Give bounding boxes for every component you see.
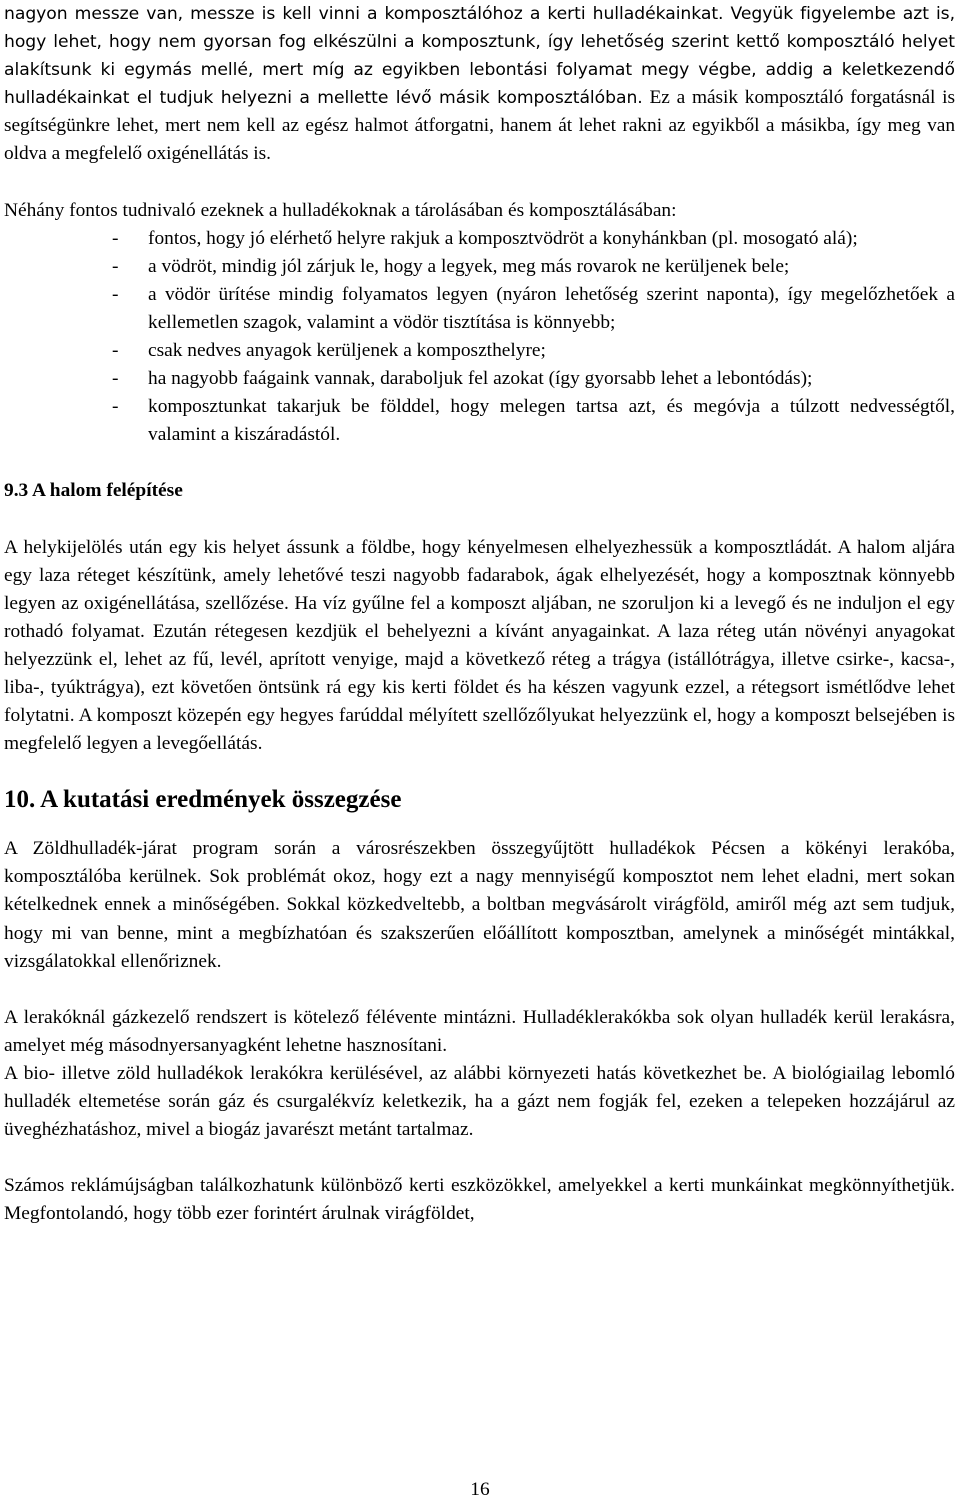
paragraph-environmental-impact: A bio- illetve zöld hulladékok lerakókra kerülésével, az alábbi környezeti hatás következhet be. A biológiailag lebomló hulladék eltemetése során gáz és csurgalékvíz keletkezik, ha a gázt nem fogják fel, ezeken a telepeken hozzájárul az üveghézhatáshoz, mivel a biogáz javarészt metánt tartalmaz.	[4, 1062, 955, 1141]
list-dash: -	[112, 368, 119, 390]
paragraph-garden-tools: Számos reklámújságban találkozhatunk különböző kerti eszközökkel, amelyekkel a kerti munkáinkat megkönnyíthetjük. Megfontolandó, hogy több ezer forintért árulnak virágföldet,	[4, 1175, 955, 1225]
paragraph-composter-placement-text: nagyon messze van, messze is kell vinni a komposztálóhoz a kerti hulladékainkat. Vegyük figyelembe azt is, hogy lehet, hogy nem gyorsan fog elkészülni a komposztunk, így lehetőség szerint kettő komposztáló helyet alakítsunk ki egymás mellé, mert míg az egyikben lebontási folyamat megy végbe, addig a keletkezendő hulladékainkat el tudjuk helyezni a mellette lévő másik komposztálóban.	[4, 4, 955, 109]
list-dash: -	[112, 340, 119, 362]
list-item-text: fontos, hogy jó elérhető helyre rakjuk a komposztvödröt a konyhánkban (pl. mosogató alá);	[148, 227, 858, 249]
document-page	[4, 0, 955, 1228]
list-dash: -	[112, 227, 119, 249]
list-item-text: komposztunkat takarjuk be földdel, hogy melegen tartsa azt, és megóvja a túlzott nedvességtől, valamint a kiszáradástól.	[148, 396, 955, 446]
list-item	[4, 281, 955, 337]
list-item	[4, 393, 955, 449]
paragraph-research-summary: A Zöldhulladék-járat program során a városrészekben összegyűjtött hulladékok Pécsen a kökényi lerakóba, komposztálóba kerülnek. Sok problémát okoz, hogy ezt a nagy mennyiségű komposztot nem lehet eladni, mert sokan kételkednek ennek a minőségében. Sokkal közkedveltebb, a boltban megvásárolt virágföld, amiről még azt sem tudjuk, hogy mi van benne, mint a megbízhatóan és szakszerűen előállított komposztban, amelynek a minőségét mintákkal, vizsgálatokkal ellenőriznek.	[4, 838, 955, 972]
list-item-text: a vödör ürítése mindig folyamatos legyen (nyáron lehetőség szerint naponta), így megelőzhetőek a kellemetlen szagok, valamint a vödör tisztítása is könnyebb;	[148, 283, 955, 333]
list-item-text: ha nagyobb faágaink vannak, daraboljuk fel azokat (így gyorsabb lehet a lebontódás);	[148, 368, 813, 390]
list-item	[4, 253, 955, 281]
paragraph-landfill-gas: A lerakóknál gázkezelő rendszert is kötelező félévente mintázni. Hulladéklerakókba sok olyan hulladék kerül lerakásra, amelyet még másodnyersanyagként lehetne hasznosítani.	[4, 1006, 955, 1056]
list-dash: -	[112, 255, 119, 277]
list-item	[4, 337, 955, 365]
list-item	[4, 365, 955, 393]
list-intro: Néhány fontos tudnivaló ezeknek a hulladékoknak a tárolásában és komposztálásában:	[4, 199, 677, 221]
tips-list	[4, 225, 955, 450]
paragraph-composter-placement	[4, 0, 955, 169]
paragraph-composter-placement-tail: Ez a másik komposztáló forgatásnál is segítségünkre lehet, mert nem kell az egész halmot átforgatni, hanem át lehet rakni az egyikből a másikba, így meg van oldva a megfelelő oxigénellátás is.	[4, 87, 955, 165]
page-number: 16	[470, 1479, 490, 1500]
list-dash: -	[112, 396, 119, 418]
list-item-text: csak nedves anyagok kerüljenek a komposzthelyre;	[148, 340, 546, 362]
list-item	[4, 225, 955, 253]
section-heading-10: 10. A kutatási eredmények összegzése	[4, 786, 402, 814]
list-item-text: a vödröt, mindig jól zárjuk le, hogy a legyek, meg más rovarok ne kerüljenek bele;	[148, 255, 790, 277]
paragraph-heap-building: A helykijelölés után egy kis helyet ássunk a földbe, hogy kényelmesen elhelyezhessük a komposztládát. A halom aljára egy laza réteget készítünk, amely lehetővé teszi nagyobb fadarabok, ágak elhelyezését, hogy a komposztnak könnyebb legyen az oxigénellátása, szellőzése. Ha víz gyűlne fel a komposzt aljában, ne szoruljon ki a levegő és ne induljon el egy rothadó folyamat. Ezután rétegesen kezdjük el behelyezni a kívánt anyagainkat. A laza réteg után növényi anyagokat helyezzünk el, lehet az fű, levél, aprított venyige, majd a következő réteg a trágya (istállótrágya, illetve csirke-, kacsa-, liba-, tyúktrágya), ezt követően öntsünk rá egy kis kerti földet és ha készen vagyunk ezzel, a rétegsort ismétlődve lehet folytatni. A komposzt közepén egy hegyes farúddal mélyített szellőzőlyukat helyezzünk el, hogy a komposzt belsejében is megfelelő legyen a levegőellátás.	[4, 536, 955, 755]
section-heading-9-3: 9.3 A halom felépítése	[4, 480, 183, 502]
list-dash: -	[112, 283, 119, 305]
